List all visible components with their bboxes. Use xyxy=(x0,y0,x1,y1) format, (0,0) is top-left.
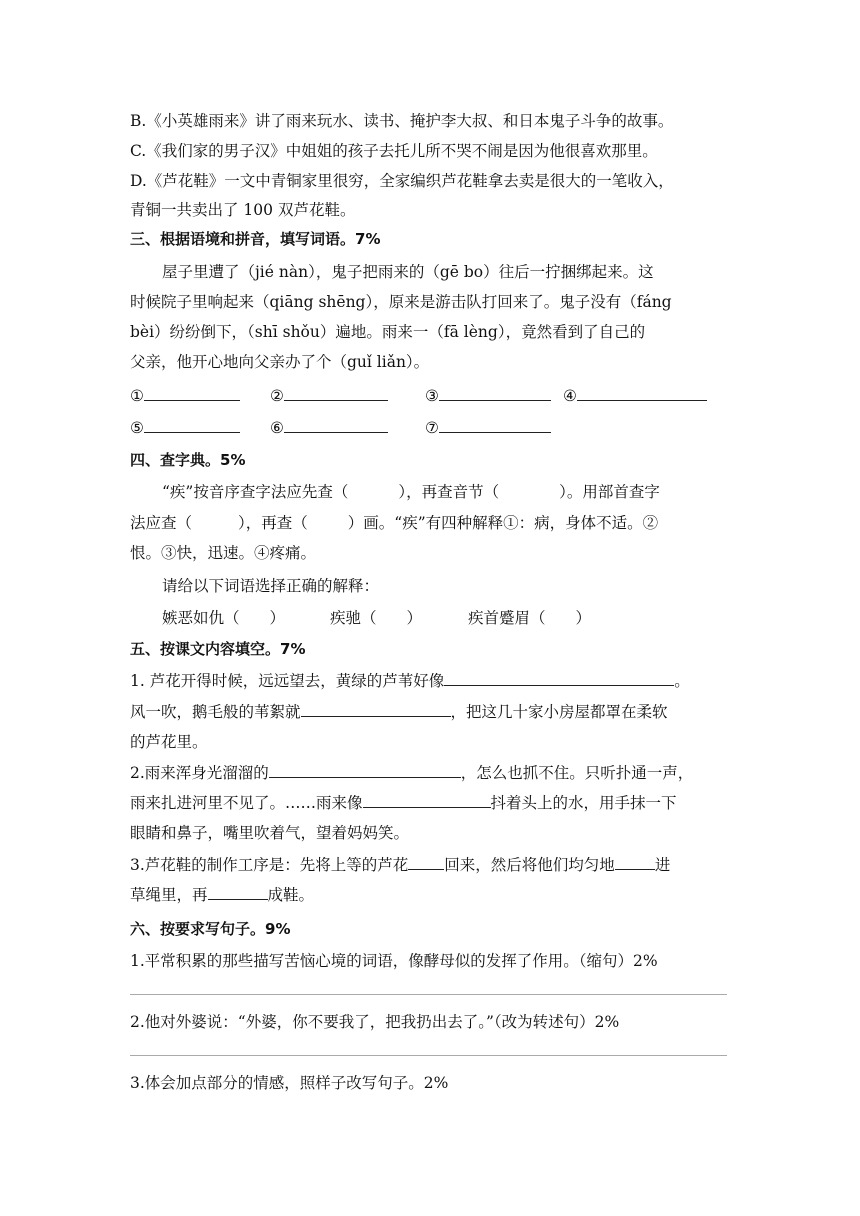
marker-4: ④ xyxy=(563,387,577,405)
answer-blank-5[interactable] xyxy=(130,418,240,438)
section6-q3: 3.体会加点部分的情感，照样子改写句子。2% xyxy=(130,1074,449,1092)
answer-blank-7[interactable] xyxy=(425,418,551,438)
section4-instruction: 请给以下词语选择正确的解释： xyxy=(162,577,380,595)
section3-title: 三、根据语境和拼音，填写词语。7% xyxy=(130,230,381,248)
answer-blank-6[interactable] xyxy=(270,418,388,438)
section4-title: 四、查字典。5% xyxy=(130,451,246,469)
section5-q2-line2[interactable]: 雨来扎进河里不见了。……雨来像 抖着头上的水，用手抹一下 xyxy=(130,794,677,812)
option-d-line2: 青铜一共卖出了 100 双芦花鞋。 xyxy=(130,201,356,219)
answer-blank-3[interactable] xyxy=(425,386,551,406)
section5-q3-line1[interactable]: 3.芦花鞋的制作工序是：先将上等的芦花 回来，然后将他们均匀地 进 xyxy=(130,856,671,874)
section5-q2-line1[interactable]: 2.雨来浑身光溜溜的 ，怎么也抓不住。只听扑通一声， xyxy=(130,764,694,782)
option-d-line1: D.《芦花鞋》一文中青铜家里很穷，全家编织芦花鞋拿去卖是很大的一笔收入， xyxy=(130,172,674,190)
word-choice-2[interactable]: 疾驰（ ） xyxy=(330,609,423,627)
option-b: B.《小英雄雨来》讲了雨来玩水、读书、掩护李大叔、和日本鬼子斗争的故事。 xyxy=(130,112,674,130)
section4-para-line2: 法应查（ ），再查（ ）画。“疾”有四种解释①：病，身体不适。② xyxy=(130,514,659,532)
section5-q1-line3: 的芦花里。 xyxy=(130,733,208,751)
marker-2: ② xyxy=(270,387,284,405)
marker-6: ⑥ xyxy=(270,419,284,437)
section5-q3-line2[interactable]: 草绳里，再 成鞋。 xyxy=(130,886,315,904)
section5-q1-line1[interactable]: 1. 芦花开得时候，远远望去，黄绿的芦苇好像 。 xyxy=(130,672,690,690)
answer-blank-2[interactable] xyxy=(270,386,388,406)
section4-para-line3: 恨。③快，迅速。④疼痛。 xyxy=(130,544,317,562)
section5-q2-line3: 眼睛和鼻子，嘴里吹着气，望着妈妈笑。 xyxy=(130,824,410,842)
section5-title: 五、按课文内容填空。7% xyxy=(130,640,306,658)
option-c: C.《我们家的男子汉》中姐姐的孩子去托儿所不哭不闹是因为他很喜欢那里。 xyxy=(130,142,658,160)
answer-blank-1[interactable] xyxy=(130,386,240,406)
answer-line-1[interactable] xyxy=(130,994,727,995)
marker-5: ⑤ xyxy=(130,419,144,437)
section4-para-line1: “疾”按音序查字法应先查（ ），再查音节（ ）。用部首查字 xyxy=(162,483,660,501)
section3-para-line3: bèi）纷纷倒下，（shī shǒu）遍地。雨来一（fā lèng），竟然看到了自己的 xyxy=(130,323,646,341)
section3-para-line2: 时候院子里响起来（qiāng shēng），原来是游击队打回来了。鬼子没有（fáng xyxy=(130,293,672,311)
section6-title: 六、按要求写句子。9% xyxy=(130,920,291,938)
word-choice-1[interactable]: 嫉恶如仇（ ） xyxy=(162,609,286,627)
section3-para-line1: 屋子里遭了（jié nàn），鬼子把雨来的（gē bo）往后一拧捆绑起来。这 xyxy=(162,263,654,281)
section5-q1-line2[interactable]: 风一吹，鹅毛般的苇絮就 ，把这几十家小房屋都罩在柔软 xyxy=(130,703,668,721)
marker-1: ① xyxy=(130,387,144,405)
section6-q1: 1.平常积累的那些描写苦恼心境的词语，像酵母似的发挥了作用。（缩句）2% xyxy=(130,952,658,970)
section3-para-line4: 父亲，他开心地向父亲办了个（guǐ liǎn）。 xyxy=(130,353,430,371)
answer-blank-4[interactable] xyxy=(563,386,707,406)
answer-line-2[interactable] xyxy=(130,1055,727,1056)
word-choice-3[interactable]: 疾首蹙眉（ ） xyxy=(468,609,592,627)
marker-7: ⑦ xyxy=(425,419,439,437)
marker-3: ③ xyxy=(425,387,439,405)
section6-q2: 2.他对外婆说：“外婆，你不要我了，把我扔出去了。”（改为转述句）2% xyxy=(130,1013,620,1031)
